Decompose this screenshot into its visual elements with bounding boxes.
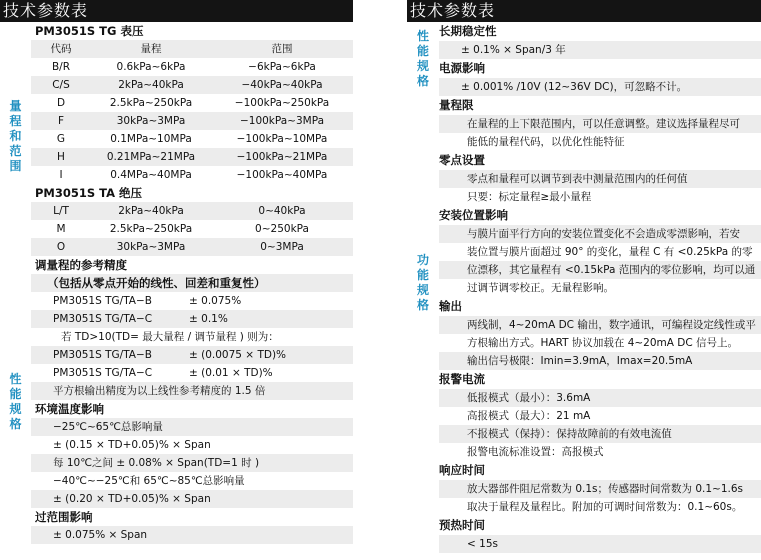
table-header (31, 40, 353, 58)
alarm-line: 不报模式（保持）：保持故障前的有效电流值 (439, 425, 761, 443)
right-column (407, 0, 761, 553)
span-cell: 2kPa~40kPa (118, 79, 184, 91)
code-cell: B/R (51, 61, 71, 73)
range-cell: 0~250kPa (255, 223, 309, 235)
td-note: 若 TD>10(TD= 最大量程 / 调节量程 ) 则为： (61, 331, 279, 343)
accuracy-title: 调量程的参考精度 (35, 258, 127, 272)
span-cell: 2kPa~40kPa (118, 205, 184, 217)
output-line: 输出信号极限：Imin=3.9mA，Imax=20.5mA (439, 352, 761, 370)
mount-title: 安装位置影响 (439, 208, 508, 222)
span-cell: 0.4MPa~40MPa (110, 169, 192, 181)
code-cell: D (56, 97, 66, 109)
span-cell: 0.1MPa~10MPa (110, 133, 192, 145)
output-line: 方根输出方式。HART 协议加载在 4~20mA DC 信号上。 (467, 337, 739, 349)
table-row (31, 148, 353, 166)
response-line: 放大器部件阻尼常数为 0.1s；传感器时间常数为 0.1~1.6s (439, 480, 761, 498)
power-title: 电源影响 (439, 61, 485, 75)
table-row (31, 112, 353, 130)
range-side-label (0, 22, 31, 250)
accuracy-row (31, 310, 353, 328)
zero-line: 只要：标定量程≥最小量程 (467, 191, 592, 203)
alarm-title: 报警电流 (439, 372, 485, 386)
side-char: 规 (416, 59, 429, 73)
range-limit-title: 量程限 (439, 98, 474, 112)
range-cell: −100kPa~21MPa (236, 151, 328, 163)
range-cell: 0~40kPa (258, 205, 306, 217)
side-char: 格 (416, 298, 429, 312)
alarm-line: 报警电流标准设置：高报模式 (467, 446, 604, 458)
side-char: 量 (9, 98, 22, 113)
value-cell: ± (0.0075 × TD)% (189, 349, 287, 361)
accuracy-subtitle: （包括从零点开始的线性、回差和重复性） (31, 274, 353, 292)
mount-line: 位漂移，其它量程有 <0.15kPa 范围内的零位影响，均可以通 (439, 261, 761, 279)
table-row (31, 202, 353, 220)
env-title: 环境温度影响 (35, 402, 104, 416)
code-cell: G (56, 133, 66, 145)
mount-line: 与膜片面平行方向的安装位置变化不会造成零漂影响，若安 (439, 225, 761, 243)
model-cell: PM3051S TG/TA−C (53, 367, 153, 379)
span-cell: 2.5kPa~250kPa (109, 97, 193, 109)
side-char: 围 (9, 158, 22, 173)
func-side-label (407, 96, 439, 540)
env-line: ± (0.15 × TD+0.05)% × Span (53, 439, 211, 451)
response-title: 响应时间 (439, 463, 485, 477)
right-perf-side-label (407, 22, 439, 96)
side-char: 能 (416, 268, 429, 282)
table-row (31, 220, 353, 238)
perf-side-label (0, 256, 31, 548)
span-cell: 0.6kPa~6kPa (116, 61, 186, 73)
left-column (0, 0, 353, 548)
mount-line: 装位置与膜片面超过 90° 的变化，量程 C 有 <0.25kPa 的零 (467, 246, 753, 258)
range-cell: −100kPa~250kPa (234, 97, 330, 109)
header-range: 范围 (271, 43, 293, 55)
side-char: 性 (9, 372, 22, 386)
code-cell: M (56, 223, 66, 235)
warmup-title: 预热时间 (439, 518, 485, 532)
range-limit-line: 在量程的上下限范围内，可以任意调整。建议选择量程尽可 (439, 115, 761, 133)
env-line: −25℃~65℃总影响量 (31, 418, 353, 436)
table-row (31, 76, 353, 94)
span-cell: 0.21MPa~21MPa (106, 151, 196, 163)
side-char: 规 (9, 402, 22, 416)
table-row (31, 166, 353, 184)
over-range-title: 过范围影响 (35, 510, 93, 524)
code-cell: L/T (53, 205, 69, 217)
side-char: 格 (416, 74, 429, 88)
stability-line: ± 0.1% × Span/3 年 (439, 41, 761, 59)
accuracy-section (0, 256, 353, 548)
alarm-line: 高报模式（最大）：21 mA (467, 410, 591, 422)
range-section (0, 22, 353, 256)
td-row (31, 346, 353, 364)
tg-title: PM3051S TG 表压 (35, 24, 144, 38)
output-title: 输出 (439, 299, 462, 313)
env-line: ± (0.20 × TD+0.05)% × Span (31, 490, 353, 508)
right-page-title: 技术参数表 (407, 0, 761, 22)
value-cell: ± 0.1% (189, 313, 228, 325)
range-cell: −6kPa~6kPa (248, 61, 316, 73)
code-cell: C/S (52, 79, 70, 91)
range-limit-line: 能低的量程代码，以优化性能特征 (467, 136, 625, 148)
table-row (31, 94, 353, 112)
range-cell: 0~3MPa (260, 241, 304, 253)
zero-line: 零点和量程可以调节到表中测量范围内的任何值 (439, 170, 761, 188)
warmup-line: < 15s (439, 535, 761, 553)
env-line: 每 10℃之间 ± 0.08% × Span(TD=1 时 ) (31, 454, 353, 472)
table-row (31, 58, 353, 76)
model-cell: PM3051S TG/TA−C (53, 313, 153, 325)
accuracy-row (31, 292, 353, 310)
model-cell: PM3051S TG/TA−B (53, 349, 152, 361)
side-char: 规 (416, 283, 429, 297)
right-func-section (407, 96, 761, 553)
right-perf-section (407, 22, 761, 96)
power-line: ± 0.001% /10V (12~36V DC)，可忽略不计。 (439, 78, 761, 96)
left-page-title: 技术参数表 (0, 0, 353, 22)
ta-table (31, 202, 353, 256)
code-cell: I (59, 169, 63, 181)
side-char: 性 (416, 29, 429, 43)
side-char: 功 (416, 253, 429, 267)
code-cell: H (57, 151, 65, 163)
code-cell: F (57, 115, 65, 127)
side-char: 能 (416, 44, 429, 58)
span-cell: 30kPa~3MPa (116, 241, 186, 253)
model-cell: PM3051S TG/TA−B (53, 295, 152, 307)
range-cell: −100kPa~10MPa (236, 133, 328, 145)
response-line: 取决于量程及量程比。附加的可调时间常数为：0.1~60s。 (467, 501, 743, 513)
value-cell: ± 0.075% (189, 295, 242, 307)
mount-line: 过调节调零校正。无量程影响。 (467, 282, 614, 294)
td-row (31, 364, 353, 382)
over-range-line: ± 0.075% × Span (31, 526, 353, 544)
alarm-line: 低报模式（最小）：3.6mA (439, 389, 761, 407)
zero-title: 零点设置 (439, 153, 485, 167)
output-line: 两线制，4~20mA DC 输出，数字通讯，可编程设定线性或平 (439, 316, 761, 334)
span-cell: 30kPa~3MPa (116, 115, 186, 127)
range-cell: −100kPa~3MPa (239, 115, 325, 127)
range-cell: −40kPa~40kPa (241, 79, 323, 91)
side-char: 能 (9, 387, 22, 401)
header-code: 代码 (50, 43, 72, 55)
range-cell: −100kPa~40MPa (236, 169, 328, 181)
code-cell: O (56, 241, 66, 253)
side-char: 和 (9, 128, 22, 143)
side-char: 程 (9, 113, 22, 128)
value-cell: ± (0.01 × TD)% (189, 367, 273, 379)
stability-title: 长期稳定性 (439, 24, 497, 38)
ta-title: PM3051S TA 绝压 (35, 186, 143, 200)
table-row (31, 130, 353, 148)
side-char: 范 (9, 143, 22, 158)
header-span: 量程 (140, 43, 162, 55)
table-row (31, 238, 353, 256)
tg-table (31, 58, 353, 184)
span-cell: 2.5kPa~250kPa (109, 223, 193, 235)
side-char: 格 (9, 417, 22, 431)
sqrt-note: 平方根输出精度为以上线性参考精度的 1.5 倍 (31, 382, 353, 400)
env-line: −40℃~−25℃和 65℃~85℃总影响量 (53, 475, 245, 487)
